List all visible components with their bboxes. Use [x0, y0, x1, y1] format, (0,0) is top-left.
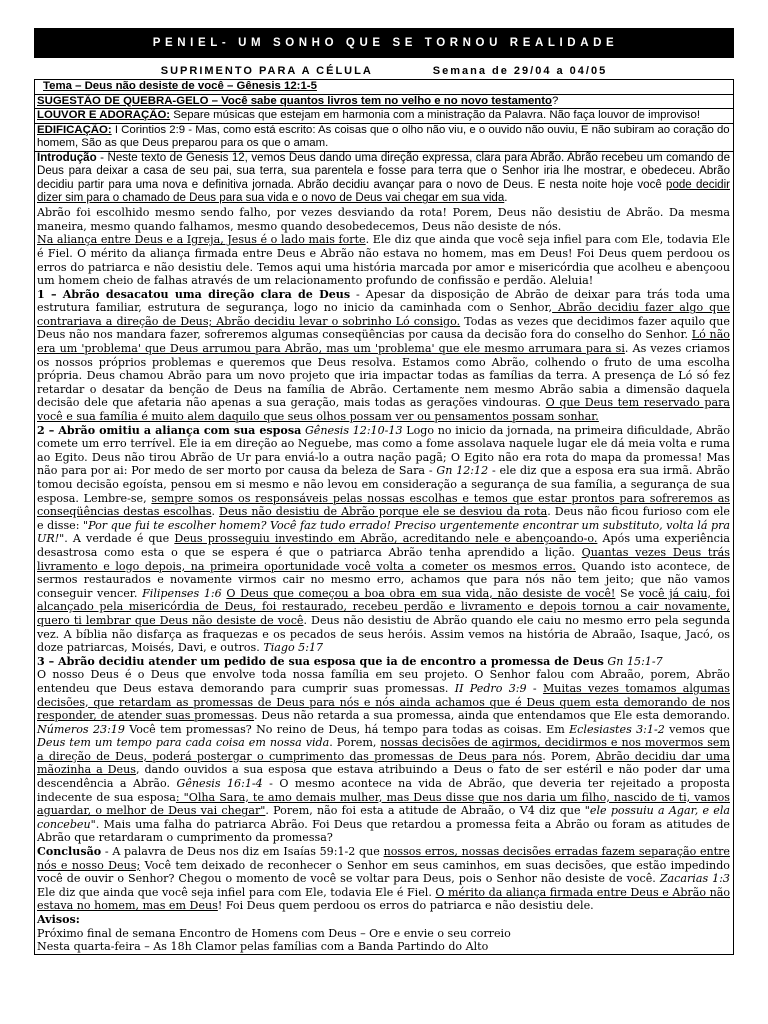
section-1 — [37, 288, 730, 424]
intro-label: Introdução — [37, 151, 97, 164]
s2-text: Logo no inicio da jornada, na primeira dificuldade, Abrão comete um erro terrível. Ele ia em direção ao Neguebe, mas como a fome assolava naquele lugar ele dá meia volta e ruma ao Egito. Deus não tirou Abrão de Ur para enviá-lo a outra nação pagã; O Egito não era rota do mapa da promessa! Mas não para por ai: Por medo de ser morto por causa da beleza de Sara - — [37, 423, 730, 478]
bible-reference: Zacarias 1:3 — [659, 872, 730, 886]
quebra-gelo-label: SUGESTÃO DE QUEBRA-GELO — [37, 94, 209, 107]
s2-underlined: Deus prosseguiu investindo em Abrão, acreditando nele e abençoando-o. — [174, 532, 598, 546]
s2-text: . A verdade é que — [64, 532, 175, 546]
s3-text: Você tem promessas? No reino de Deus, há tempo para todas as coisas. Em — [124, 722, 570, 736]
s2-text: Após uma experiência desastrosa como esta o que se espera é que o patriarca Abrão tenha aprendido a lição. — [37, 532, 730, 559]
s2-underlined: O Deus que começou a boa obra em sua vida, não desiste de você! — [226, 586, 616, 600]
s2-text: - ele diz que a esposa era sua irmã. Abrão tomou decisão egoísta, pensou em si mesmo e não levou em consideração a segurança de sua família, a segurança de sua esposa. Lembre-se, — [37, 464, 730, 505]
intro-end: . — [504, 192, 508, 205]
s3-text: O nosso Deus é o Deus que envolve toda nossa família em seu projeto. O Senhor falou com Abraão, porem, Abrão entendeu que Deus estava demorando para cumprir suas promessas. — [37, 668, 730, 695]
p2-underlined: Na aliança entre Deus e a Igreja, Jesus é o lado mais forte — [37, 233, 366, 247]
section-3-heading: 3 – Abrão decidiu atender um pedido de sua esposa que ia de encontro a promessa de Deus — [37, 654, 604, 668]
s3-underlined: Abrão decidiu dar uma mãozinha a Deus — [37, 749, 731, 777]
bible-reference: Tiago 5:17 — [263, 641, 324, 655]
s2-underlined: sempre somos os responsáveis pelas nossas escolhas e temos que estar prontos para sofreremos as conseqüências destas escolhas — [37, 491, 730, 519]
bible-reference: Gn 15:1-7 — [603, 654, 663, 668]
s3-underlined: nossas decisões de agirmos, decidirmos e nos movermos sem a direção de Deus, poderá postergar o cumprimento das promessas de Deus para nós — [37, 736, 731, 763]
louvor-label: LOUVOR E ADORAÇÃO: — [37, 109, 171, 121]
quebra-gelo-row — [35, 95, 733, 110]
s1-underlined: Ló não era um 'problema' que Deus arrumou para Abrão, mas um 'problema' que ele mesmo arrumara para si — [37, 328, 730, 356]
s3-text: . Porem, não foi esta a atitude de Abraão, o V4 diz que — [265, 804, 585, 818]
s3-text: . Porem, — [329, 736, 381, 750]
conclusion-underlined: O mérito da aliança firmada entre Deus e Abrão não estava no homem, mas em Deus — [37, 885, 731, 913]
bible-reference: Gn 12:12 — [436, 464, 489, 478]
paragraph-1: Abrão foi escolhido mesmo sendo falho, por vezes desviando da rota! Porem, Deus não desistiu de Abrão. Da mesma maneira, mesmo quando falhamos, mesmo quando desobedecemos, Deus não desiste de nós. — [37, 206, 730, 233]
quote: "ele possuiu a Agar, e ela concebeu" — [37, 804, 731, 831]
s2-underlined: você já caiu, foi alcançado pela misericórdia de Deus, foi restaurado, recebeu perdão e livramento e depois tornou a cair novamente, quero ti lembrar que Deus não desiste de você — [37, 586, 730, 627]
conclusion-text: ! Foi Deus quem perdoou os erros do patriarca e não desistiu dele. — [217, 899, 594, 913]
bible-reference: Filipenses 1:6 — [142, 586, 222, 600]
s1-text: - Apesar da disposição de Abrão de deixar para trás toda uma estrutura familiar, estrutura de segurança, logo no inicio da caminhada com o Senhor, — [37, 287, 731, 315]
info-box — [34, 79, 734, 152]
bible-reference: Números 23:19 — [37, 722, 125, 736]
quebra-gelo-end: ? — [552, 94, 559, 107]
intro-paragraph — [37, 152, 730, 207]
s1-underlined: Abrão decidiu fazer algo que contrariava a direção de Deus; Abrão decidiu levar o sobrinho Ló consigo. — [37, 301, 730, 328]
bible-reference: Gênesis 12:10-13 — [301, 423, 403, 437]
intro-text: - Neste texto de Genesis 12, vemos Deus dando uma direção expressa, clara para Abrão. Abrão recebeu um comando de Deus para deixar a casa de seu pai, sua terra, sua parentela e fosse para terra que o Senhor iria lhe mostrar, e obedeceu. Abrão decidiu partir para uma nova e definitiva jornada. Abrão decidiu avançar para o novo de Deus. E nesta noite hoje você — [37, 151, 730, 191]
s1-underlined: O que Deus tem reservado para você e sua família é muito alem daquilo que seus olhos possam ver ou pensamentos possam sonhar. — [37, 396, 730, 424]
quebra-gelo-text: – Você sabe quantos livros tem no velho e no novo testamento — [208, 94, 552, 107]
s3-text: - — [526, 681, 543, 695]
aviso-item: Próximo final de semana Encontro de Homens com Deus – Ore e envie o seu correio — [37, 926, 511, 940]
s3-underlined: Muitas vezes tomamos algumas decisões, que retardam as promessas de Deus para nós e nós ainda achamos que é Deus quem esta demorando de nos responder, de atender suas promessas — [37, 681, 730, 723]
s3-text: . Mais uma falha do patriarca Abrão. Foi Deus que retardou a promessa feita a Abrão ou foram as atitudes de Abrão que retardaram o cumprimento da promessa? — [37, 817, 730, 845]
louvor-row — [35, 109, 733, 124]
subtitle-week: Semana de 29/04 a 04/05 — [432, 65, 608, 77]
s2-text: Se — [615, 586, 639, 600]
edificacao-label: EDIFICAÇÃO: — [37, 123, 112, 136]
aviso-item: Nesta quarta-feira – As 18h Clamor pelas famílias com a Banda Partindo do Alto — [37, 940, 489, 954]
s3-underlined: : "Olha Sara, te amo demais mulher, mas Deus disse que nos daria um filho, nascido de ti, vamos aguardar, o melhor de Deus vai chegar" — [37, 790, 730, 818]
conclusion-paragraph — [37, 845, 730, 913]
bible-reference: Gênesis 16:1-4 — [176, 777, 263, 791]
conclusion-label: Conclusão — [37, 845, 102, 859]
edificacao-text: I Corintios 2:9 - Mas, como está escrito: As coisas que o olho não viu, e o ouvido não ouviu, E não subiram ao coração do homem, São as que Deus preparou para os que o amam. — [37, 123, 730, 149]
body-box — [34, 152, 734, 955]
s2-text: Quando isto acontece, de sermos restaurados e novamente virmos cair no mesmo erro, achamos que para nós não tem jeito; que não vamos conseguir vencer. — [37, 559, 730, 600]
s2-underlined: Quantas vezes Deus trás livramento e logo depois, na primeira oportunidade você volta a cometer os mesmos erros. — [37, 545, 730, 573]
quote: Deus tem um tempo para cada coisa em nossa vida — [37, 736, 330, 750]
quote: "Por que fui te escolher homem? Você faz tudo errado! Preciso urgentemente encontrar um substituto, volta lá pra UR!" — [37, 518, 730, 546]
louvor-text: Separe músicas que estejam em harmonia com a ministração da Palavra. Não faça louvor de improviso! — [170, 109, 701, 121]
conclusion-text: Você tem deixado de reconhecer o Senhor em seus caminhos, em suas decisões, que estão impedindo você de ouvir o Senhor? Chegou o momento de você se voltar para Deus, pois o Senhor não desiste de você. — [37, 858, 730, 886]
section-2-heading: 2 – Abrão omitiu a aliança com sua esposa — [37, 423, 302, 437]
document-subtitle — [34, 64, 734, 78]
bible-reference: Eclesiastes 3:1-2 — [569, 722, 665, 736]
document-title: PENIEL- UM SONHO QUE SE TORNOU REALIDADE — [34, 28, 734, 58]
conclusion-text: Ele diz que ainda que você seja infiel para com Ele, todavia Ele é Fiel. — [37, 885, 436, 899]
conclusion-underlined: nossos erros, nossas decisões erradas fazem separação entre nós e nosso Deus; — [37, 845, 730, 872]
p2-text: . Ele diz que ainda que você seja infiel para com Ele, todavia Ele é Fiel. O mérito da aliança firmada entre Deus e Abrão não estava no homem, mas em Deus! Foi Deus quem perdoou os erros do patriarca e não desistiu dele. Temos aqui uma história marcada por amor e misericórdia que acolheu e abençoou um homem cheio de falhas através de um relacionamento profundo de confissão e perdão. Aleluia! — [37, 233, 730, 288]
paragraph-2 — [37, 233, 730, 287]
s3-text: . Deus não retarda a sua promessa, ainda que entendamos que Ele esta demorando. — [254, 709, 730, 723]
s3-text: - O mesmo acontece na vida de Abrão, que deveria ter rejeitado a proposta indecente de sua esposa — [37, 777, 730, 804]
s1-text: . As vezes criamos os nossos próprios problemas e queremos que Deus resolva. Estamos como Abrão, colhendo o fruto de uma escolha própria. Deus chamou Abrão para um novo projeto que iria impactar todas as famílias da terra. A presença de Ló só fez retardar o desatar da benção de Deus na família de Abrão. Certamente nem mesmo Abrão sabia a dimensão daquela decisão dele que afetaria não apenas a sua geração, mais todas as gerações vindouras. — [37, 342, 730, 410]
s3-text: . Porem, — [542, 749, 596, 763]
edificacao-row — [35, 124, 733, 151]
conclusion-text: - A palavra de Deus nos diz em Isaías 59:1-2 que — [101, 845, 384, 859]
s2-underlined: Deus não desistiu de Abrão porque ele se desviou da rota — [219, 505, 548, 519]
s2-text: . — [211, 505, 220, 519]
section-2 — [37, 424, 730, 655]
s1-text: Todas as vezes que decidimos fazer aquilo que Deus não nos mandara fazer, sofreremos algumas conseqüências por causa da decisão fora do conselho do Senhor. — [37, 314, 730, 342]
tema-row — [35, 80, 733, 95]
document-page — [34, 28, 734, 955]
section-3 — [37, 655, 730, 845]
s2-text: . Deus não desistiu de Abrão quando ele caiu no mesmo erro pela segunda vez. A bíblia não disfarça as fraquezas e os pecados de seus heróis. Assim vemos na história de Abraão, Isaque, Jacó, os doze patriarcas, Moisés, Davi, e outros. — [37, 613, 731, 655]
section-1-heading: 1 – Abrão desacatou uma direção clara de Deus — [37, 287, 351, 301]
tema-text: Tema – Deus não desiste de você – Gênesis 12:1-5 — [43, 80, 317, 92]
s3-text: , dando ouvidos a sua esposa que estava atribuindo a Deus o fato de ser estéril e não poder dar uma descendência a Abrão. — [37, 763, 730, 791]
intro-underlined: pode decidir dizer sim para o chamado de Deus para sua vida e o novo de Deus vai chegar em sua vida — [37, 178, 730, 205]
s3-text: vemos que — [664, 722, 730, 736]
avisos-label: Avisos: — [37, 913, 80, 926]
bible-reference: II Pedro 3:9 — [454, 681, 527, 695]
s2-text: . Deus não ficou furioso com ele e disse: — [37, 505, 730, 532]
subtitle-section: SUPRIMENTO PARA A CÉLULA — [160, 65, 373, 77]
